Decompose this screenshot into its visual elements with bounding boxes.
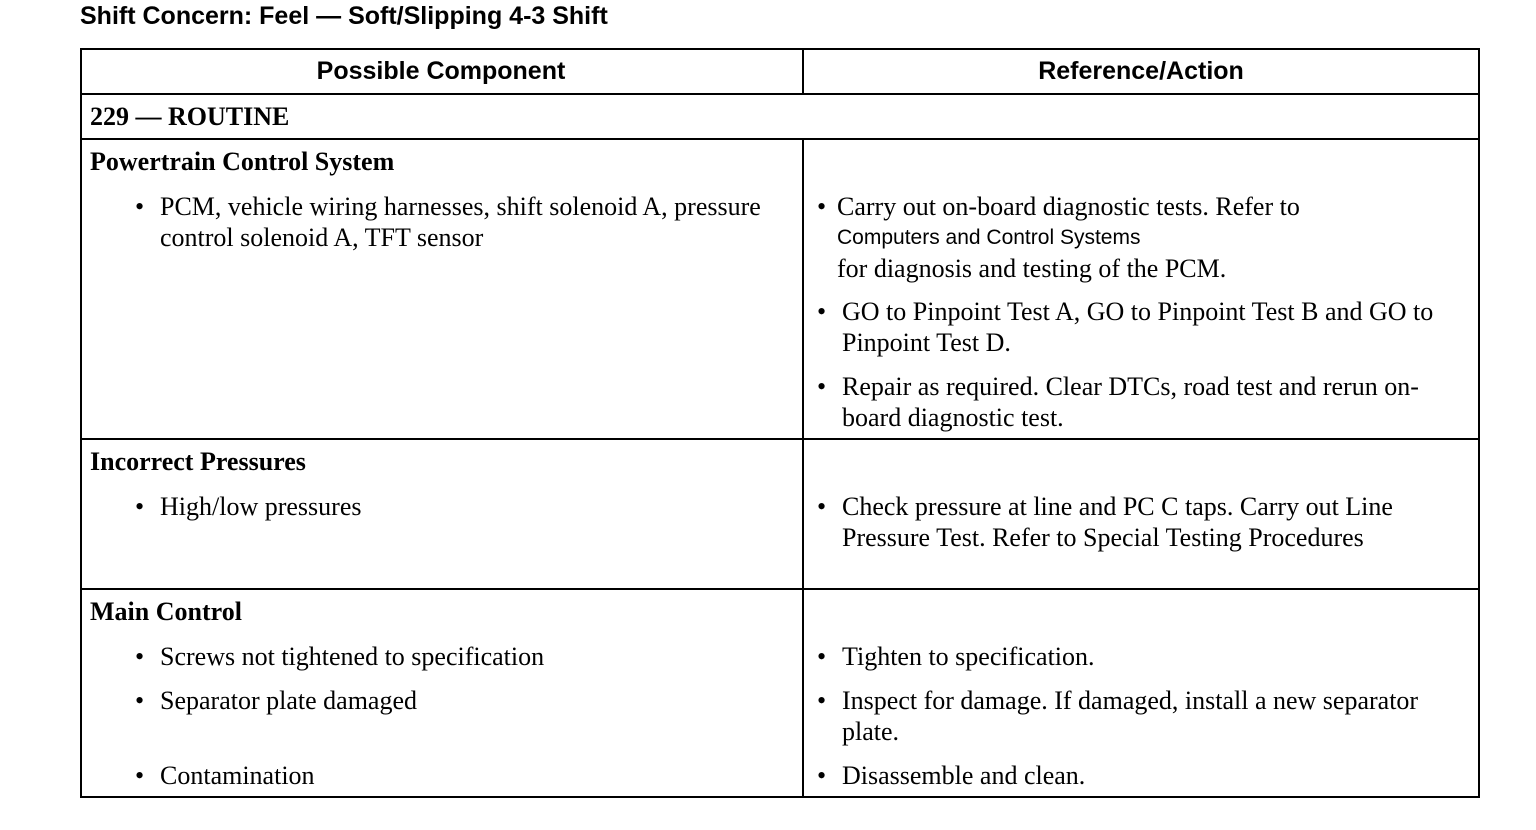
bullet: • bbox=[135, 642, 145, 671]
routine-label: 229 — ROUTINE bbox=[90, 102, 290, 131]
component-item: • Screws not tightened to specification bbox=[135, 642, 545, 671]
table-border-right bbox=[1478, 48, 1480, 798]
component-item: • High/low pressures bbox=[135, 492, 362, 521]
component-item: • PCM, vehicle wiring harnesses, shift solenoid A, pressure control solenoid A, TFT sensor bbox=[135, 192, 761, 252]
table-border-left bbox=[80, 48, 82, 798]
component-item: • Contamination bbox=[135, 761, 315, 790]
action-item: • Repair as required. Clear DTCs, road test and rerun on-board diagnostic test. bbox=[817, 372, 1419, 432]
body-column-divider bbox=[802, 138, 804, 798]
action-item: • Tighten to specification. bbox=[817, 642, 1095, 671]
column-header-action: Reference/Action bbox=[1038, 57, 1244, 85]
section-heading-main-control: Main Control bbox=[90, 597, 242, 626]
routine-divider bbox=[80, 138, 1480, 140]
page-title: Shift Concern: Feel — Soft/Slipping 4-3 Shift bbox=[80, 2, 608, 30]
component-item: • Separator plate damaged bbox=[135, 686, 417, 715]
section-divider-1 bbox=[80, 438, 1480, 440]
column-header-component: Possible Component bbox=[316, 57, 566, 85]
action-item: • Carry out on-board diagnostic tests. Refer to Computers and Control Systems for diagnosis and testing of the PCM. bbox=[817, 191, 1477, 284]
bullet: • bbox=[817, 686, 827, 715]
bullet: • bbox=[135, 492, 145, 521]
action-item: • Inspect for damage. If damaged, install a new separator plate. bbox=[817, 686, 1419, 746]
section-heading-incorrect-pressures: Incorrect Pressures bbox=[90, 447, 306, 476]
action-item: • Check pressure at line and PC C taps. Carry out Line Pressure Test. Refer to Special Testing Procedures bbox=[817, 492, 1393, 552]
bullet: • bbox=[135, 761, 145, 790]
reference-computers-and-control-systems: Computers and Control Systems bbox=[837, 226, 1141, 249]
bullet: • bbox=[135, 192, 145, 221]
bullet: • bbox=[817, 492, 827, 521]
bullet: • bbox=[817, 192, 827, 221]
bullet: • bbox=[817, 372, 827, 401]
action-item: • Disassemble and clean. bbox=[817, 761, 1086, 790]
section-divider-2 bbox=[80, 588, 1480, 590]
bullet: • bbox=[817, 761, 827, 790]
bullet: • bbox=[817, 642, 827, 671]
bullet: • bbox=[135, 686, 145, 715]
action-item: • GO to Pinpoint Test A, GO to Pinpoint Test B and GO to Pinpoint Test D. bbox=[817, 297, 1434, 357]
shift-concern-table bbox=[80, 48, 1480, 798]
section-heading-powertrain: Powertrain Control System bbox=[90, 147, 395, 176]
bullet: • bbox=[817, 297, 827, 326]
table-border-bottom bbox=[80, 796, 1480, 798]
